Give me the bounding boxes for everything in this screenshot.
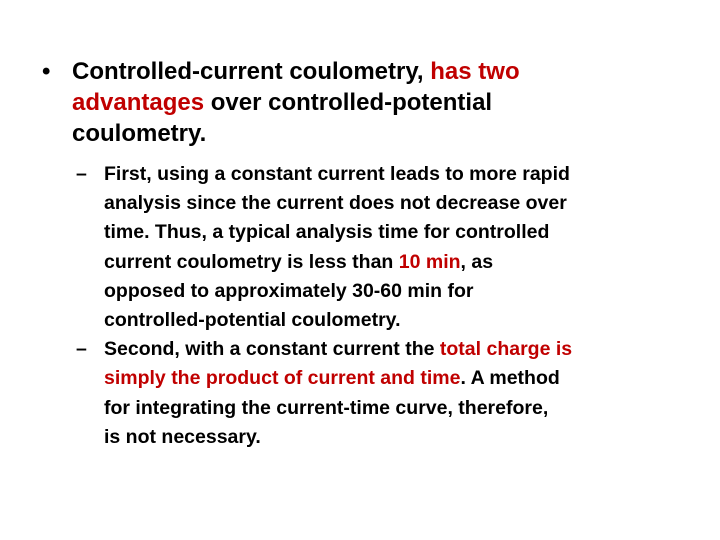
sub-line: controlled‑potential coulometry. [104,309,401,332]
dash-marker: – [76,338,87,361]
dash-marker: – [76,163,87,185]
sub-line: opposed to approximately 30‑60 min for [104,279,474,302]
sub-bullet-text [104,335,696,452]
highlight-text: has two [430,58,520,85]
sub-line: analysis since the current does not decrease over [104,192,567,215]
highlight-text: advantages [72,89,205,116]
highlight-text: 10 min [398,250,461,273]
sub-bullet-list [76,160,696,452]
text-run: . A method [460,367,560,390]
main-bullet [42,56,642,149]
main-bullet-line-2 [72,87,642,118]
main-bullet-line-1 [72,56,642,87]
sub-line: First, using a constant current leads to more rapid [104,163,570,185]
highlight-text: total charge is [439,338,573,361]
main-bullet-line-3: coulometry. [72,120,207,147]
main-bullet-text [72,56,642,149]
sub-line [104,364,696,393]
sub-line: is not necessary. [104,425,261,448]
text-run: Controlled‑current coulometry, [72,58,431,85]
bullet-marker: • [42,58,51,85]
sub-bullet-second [76,335,696,452]
sub-line [104,248,696,277]
sub-bullet-first [76,160,696,335]
highlight-text: simply the product of current and time [104,367,461,390]
sub-line: time. Thus, a typical analysis time for controlled [104,221,550,244]
text-run: over controlled‑potential [204,89,493,116]
text-run: , as [460,250,494,273]
sub-line [104,335,696,364]
text-run: current coulometry is less than [104,250,399,273]
sub-line: for integrating the current‑time curve, therefore, [104,396,549,419]
sub-bullet-text [104,160,696,335]
text-run: Second, with a constant current the [104,338,440,361]
